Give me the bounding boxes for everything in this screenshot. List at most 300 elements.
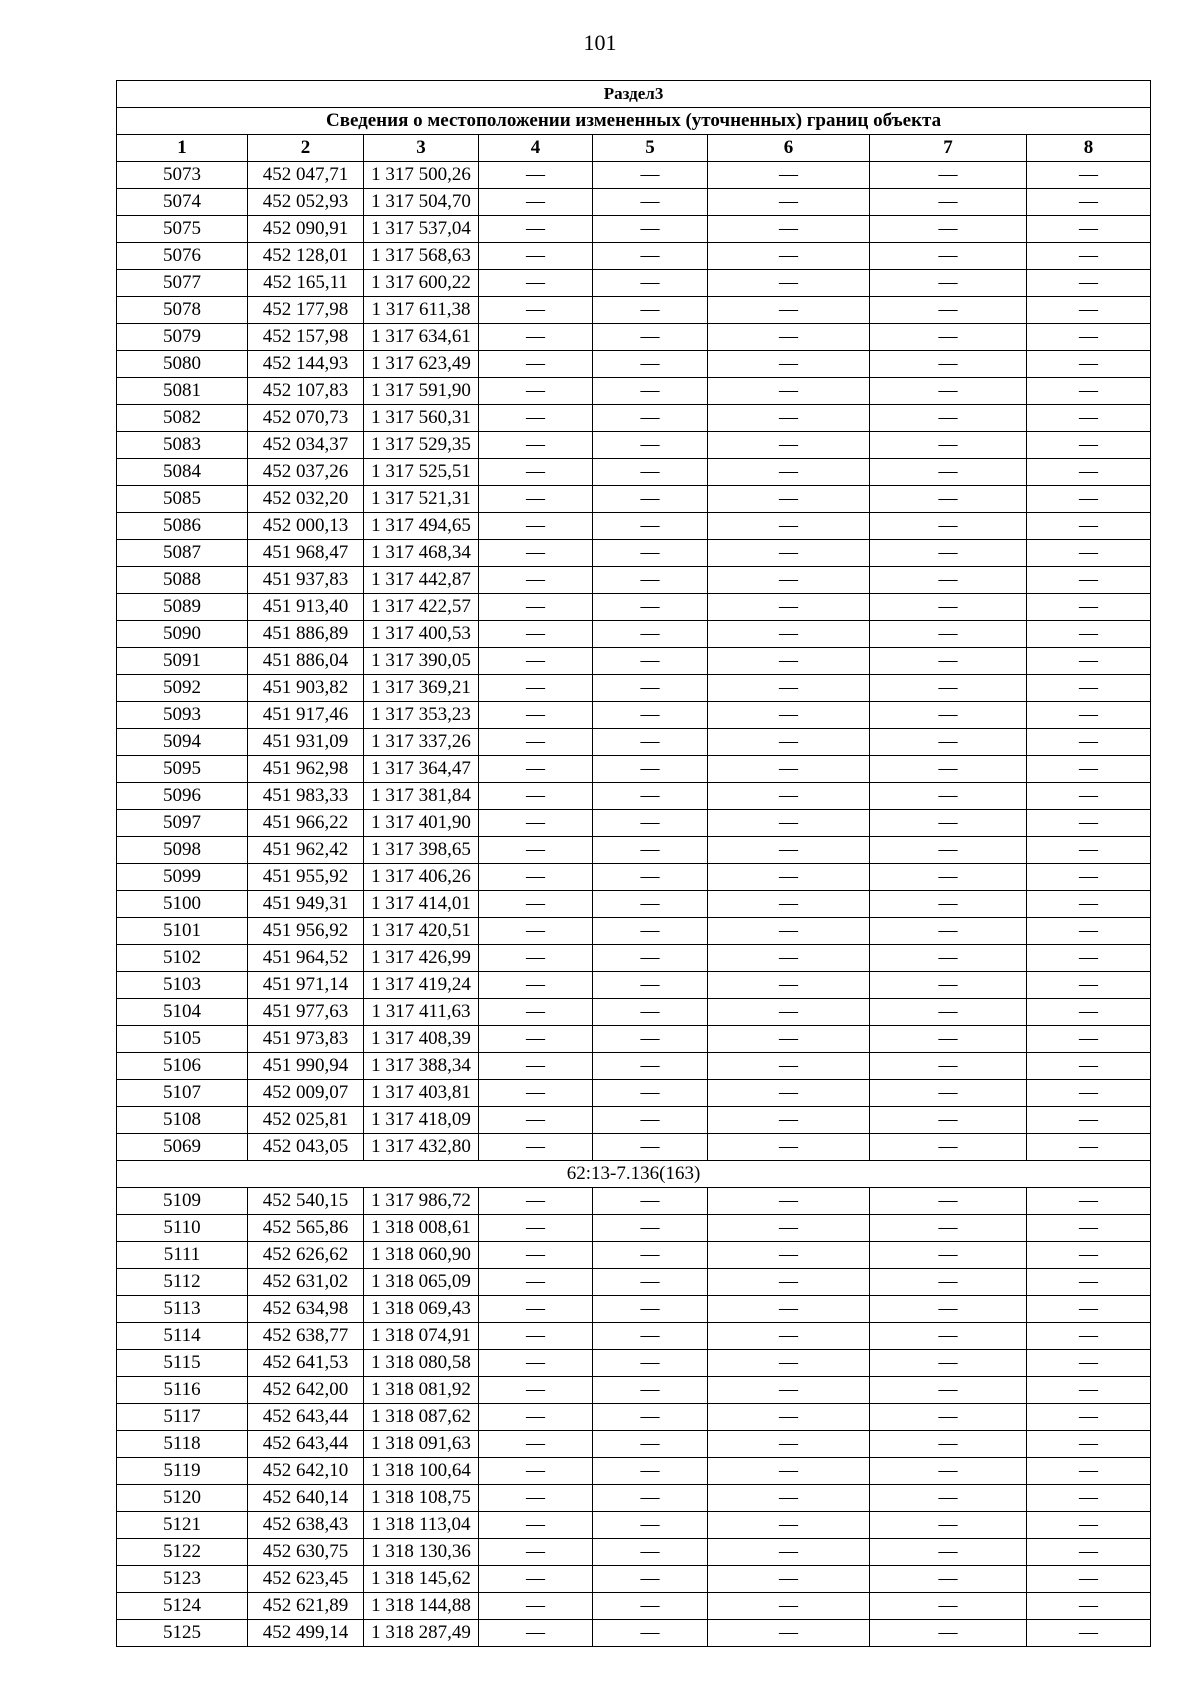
x-coordinate-cell: 452 090,91 [248, 216, 364, 243]
dash-cell: — [479, 621, 593, 648]
y-coordinate-cell: 1 317 388,34 [364, 1053, 479, 1080]
dash-cell: — [870, 729, 1027, 756]
y-coordinate-cell: 1 317 353,23 [364, 702, 479, 729]
dash-cell: — [708, 1539, 870, 1566]
dash-cell: — [708, 999, 870, 1026]
dash-cell: — [593, 1188, 708, 1215]
dash-cell: — [593, 1134, 708, 1161]
point-number-cell: 5074 [117, 189, 248, 216]
y-coordinate-cell: 1 317 418,09 [364, 1107, 479, 1134]
y-coordinate-cell: 1 317 494,65 [364, 513, 479, 540]
x-coordinate-cell: 451 937,83 [248, 567, 364, 594]
table-row [117, 243, 1151, 270]
point-number-cell: 5081 [117, 378, 248, 405]
dash-cell: — [708, 1026, 870, 1053]
table-row [117, 972, 1151, 999]
dash-cell: — [479, 162, 593, 189]
dash-cell: — [1027, 1296, 1151, 1323]
dash-cell: — [593, 1512, 708, 1539]
x-coordinate-cell: 451 971,14 [248, 972, 364, 999]
y-coordinate-cell: 1 317 408,39 [364, 1026, 479, 1053]
dash-cell: — [708, 1404, 870, 1431]
dash-cell: — [870, 1107, 1027, 1134]
dash-cell: — [1027, 972, 1151, 999]
dash-cell: — [1027, 162, 1151, 189]
dash-cell: — [479, 918, 593, 945]
dash-cell: — [1027, 1026, 1151, 1053]
table-row [117, 864, 1151, 891]
y-coordinate-cell: 1 317 432,80 [364, 1134, 479, 1161]
dash-cell: — [479, 1350, 593, 1377]
dash-cell: — [479, 216, 593, 243]
x-coordinate-cell: 451 990,94 [248, 1053, 364, 1080]
dash-cell: — [708, 1431, 870, 1458]
x-coordinate-cell: 452 630,75 [248, 1539, 364, 1566]
table-row [117, 1026, 1151, 1053]
dash-cell: — [708, 1350, 870, 1377]
dash-cell: — [870, 1026, 1027, 1053]
point-number-cell: 5099 [117, 864, 248, 891]
dash-cell: — [1027, 1215, 1151, 1242]
dash-cell: — [708, 729, 870, 756]
dash-cell: — [708, 1458, 870, 1485]
column-header: 2 [248, 135, 364, 162]
dash-cell: — [708, 675, 870, 702]
dash-cell: — [870, 1350, 1027, 1377]
point-number-cell: 5084 [117, 459, 248, 486]
x-coordinate-cell: 452 540,15 [248, 1188, 364, 1215]
dash-cell: — [479, 1107, 593, 1134]
dash-cell: — [593, 999, 708, 1026]
dash-cell: — [708, 702, 870, 729]
dash-cell: — [593, 621, 708, 648]
x-coordinate-cell: 451 886,89 [248, 621, 364, 648]
point-number-cell: 5112 [117, 1269, 248, 1296]
dash-cell: — [479, 1431, 593, 1458]
table-row [117, 459, 1151, 486]
x-coordinate-cell: 452 640,14 [248, 1485, 364, 1512]
dash-cell: — [593, 1485, 708, 1512]
x-coordinate-cell: 452 047,71 [248, 162, 364, 189]
dash-cell: — [870, 1620, 1027, 1647]
dash-cell: — [479, 378, 593, 405]
table-row [117, 729, 1151, 756]
column-header: 4 [479, 135, 593, 162]
y-coordinate-cell: 1 317 426,99 [364, 945, 479, 972]
dash-cell: — [593, 945, 708, 972]
dash-cell: — [1027, 351, 1151, 378]
dash-cell: — [1027, 1485, 1151, 1512]
dash-cell: — [870, 999, 1027, 1026]
dash-cell: — [708, 648, 870, 675]
point-number-cell: 5096 [117, 783, 248, 810]
table-row [117, 216, 1151, 243]
point-number-cell: 5094 [117, 729, 248, 756]
dash-cell: — [479, 1269, 593, 1296]
x-coordinate-cell: 452 631,02 [248, 1269, 364, 1296]
x-coordinate-cell: 452 643,44 [248, 1431, 364, 1458]
dash-cell: — [708, 1593, 870, 1620]
point-number-cell: 5109 [117, 1188, 248, 1215]
dash-cell: — [708, 1485, 870, 1512]
table-row [117, 1485, 1151, 1512]
y-coordinate-cell: 1 318 087,62 [364, 1404, 479, 1431]
x-coordinate-cell: 451 903,82 [248, 675, 364, 702]
dash-cell: — [708, 1053, 870, 1080]
x-coordinate-cell: 451 973,83 [248, 1026, 364, 1053]
point-number-cell: 5104 [117, 999, 248, 1026]
parcel-number-label: 62:13-7.136(163) [117, 1161, 1151, 1188]
point-number-cell: 5085 [117, 486, 248, 513]
table-row [117, 1080, 1151, 1107]
dash-cell: — [1027, 189, 1151, 216]
dash-cell: — [1027, 999, 1151, 1026]
dash-cell: — [479, 810, 593, 837]
dash-cell: — [708, 216, 870, 243]
dash-cell: — [708, 459, 870, 486]
dash-cell: — [870, 1377, 1027, 1404]
dash-cell: — [1027, 1620, 1151, 1647]
table-row [117, 1377, 1151, 1404]
dash-cell: — [870, 972, 1027, 999]
dash-cell: — [870, 243, 1027, 270]
point-number-cell: 5082 [117, 405, 248, 432]
dash-cell: — [870, 1431, 1027, 1458]
dash-cell: — [479, 702, 593, 729]
dash-cell: — [1027, 297, 1151, 324]
x-coordinate-cell: 452 641,53 [248, 1350, 364, 1377]
point-number-cell: 5093 [117, 702, 248, 729]
dash-cell: — [708, 189, 870, 216]
dash-cell: — [593, 648, 708, 675]
point-number-cell: 5103 [117, 972, 248, 999]
table-row [117, 1431, 1151, 1458]
table-row [117, 999, 1151, 1026]
table-row [117, 648, 1151, 675]
table-row [117, 783, 1151, 810]
point-number-cell: 5122 [117, 1539, 248, 1566]
x-coordinate-cell: 451 964,52 [248, 945, 364, 972]
x-coordinate-cell: 451 962,42 [248, 837, 364, 864]
x-coordinate-cell: 452 626,62 [248, 1242, 364, 1269]
dash-cell: — [593, 864, 708, 891]
dash-cell: — [1027, 1107, 1151, 1134]
point-number-cell: 5110 [117, 1215, 248, 1242]
dash-cell: — [708, 243, 870, 270]
y-coordinate-cell: 1 317 611,38 [364, 297, 479, 324]
dash-cell: — [1027, 1269, 1151, 1296]
dash-cell: — [870, 1188, 1027, 1215]
dash-cell: — [479, 837, 593, 864]
dash-cell: — [593, 540, 708, 567]
point-number-cell: 5087 [117, 540, 248, 567]
y-coordinate-cell: 1 317 525,51 [364, 459, 479, 486]
dash-cell: — [479, 864, 593, 891]
table-row [117, 1593, 1151, 1620]
point-number-cell: 5117 [117, 1404, 248, 1431]
dash-cell: — [479, 648, 593, 675]
dash-cell: — [479, 675, 593, 702]
x-coordinate-cell: 452 043,05 [248, 1134, 364, 1161]
point-number-cell: 5102 [117, 945, 248, 972]
point-number-cell: 5119 [117, 1458, 248, 1485]
x-coordinate-cell: 452 070,73 [248, 405, 364, 432]
dash-cell: — [593, 270, 708, 297]
column-header: 5 [593, 135, 708, 162]
y-coordinate-cell: 1 317 521,31 [364, 486, 479, 513]
x-coordinate-cell: 452 000,13 [248, 513, 364, 540]
dash-cell: — [708, 1242, 870, 1269]
y-coordinate-cell: 1 317 500,26 [364, 162, 479, 189]
dash-cell: — [708, 513, 870, 540]
dash-cell: — [870, 864, 1027, 891]
dash-cell: — [708, 1377, 870, 1404]
table-row [117, 1458, 1151, 1485]
dash-cell: — [1027, 513, 1151, 540]
y-coordinate-cell: 1 318 065,09 [364, 1269, 479, 1296]
point-number-cell: 5083 [117, 432, 248, 459]
table-row [117, 1215, 1151, 1242]
dash-cell: — [593, 567, 708, 594]
dash-cell: — [708, 837, 870, 864]
dash-cell: — [479, 243, 593, 270]
y-coordinate-cell: 1 317 442,87 [364, 567, 479, 594]
y-coordinate-cell: 1 318 069,43 [364, 1296, 479, 1323]
dash-cell: — [593, 1350, 708, 1377]
dash-cell: — [708, 1566, 870, 1593]
dash-cell: — [870, 351, 1027, 378]
table-row [117, 837, 1151, 864]
dash-cell: — [593, 783, 708, 810]
y-coordinate-cell: 1 318 081,92 [364, 1377, 479, 1404]
table-title: Сведения о местоположении измененных (уточненных) границ объекта [117, 108, 1151, 135]
page-number: 101 [583, 30, 617, 55]
dash-cell: — [593, 1080, 708, 1107]
dash-cell: — [870, 189, 1027, 216]
table-row [117, 1350, 1151, 1377]
dash-cell: — [870, 756, 1027, 783]
y-coordinate-cell: 1 317 634,61 [364, 324, 479, 351]
table-row [117, 1296, 1151, 1323]
dash-cell: — [479, 1323, 593, 1350]
dash-cell: — [708, 324, 870, 351]
y-coordinate-cell: 1 317 468,34 [364, 540, 479, 567]
dash-cell: — [593, 1404, 708, 1431]
dash-cell: — [708, 1323, 870, 1350]
table-row [117, 513, 1151, 540]
point-number-cell: 5105 [117, 1026, 248, 1053]
y-coordinate-cell: 1 317 986,72 [364, 1188, 479, 1215]
x-coordinate-cell: 452 642,00 [248, 1377, 364, 1404]
dash-cell: — [708, 594, 870, 621]
y-coordinate-cell: 1 317 537,04 [364, 216, 479, 243]
dash-cell: — [708, 1134, 870, 1161]
table-row [117, 1053, 1151, 1080]
y-coordinate-cell: 1 318 145,62 [364, 1566, 479, 1593]
dash-cell: — [708, 1269, 870, 1296]
dash-cell: — [593, 513, 708, 540]
table-row [117, 1404, 1151, 1431]
dash-cell: — [593, 675, 708, 702]
table-row [117, 1566, 1151, 1593]
dash-cell: — [1027, 1323, 1151, 1350]
x-coordinate-cell: 451 962,98 [248, 756, 364, 783]
table-row [117, 1269, 1151, 1296]
dash-cell: — [593, 378, 708, 405]
table-row [117, 351, 1151, 378]
dash-cell: — [870, 702, 1027, 729]
dash-cell: — [870, 1053, 1027, 1080]
point-number-cell: 5078 [117, 297, 248, 324]
dash-cell: — [870, 945, 1027, 972]
dash-cell: — [593, 702, 708, 729]
point-number-cell: 5069 [117, 1134, 248, 1161]
dash-cell: — [479, 1188, 593, 1215]
dash-cell: — [593, 756, 708, 783]
x-coordinate-cell: 452 165,11 [248, 270, 364, 297]
dash-cell: — [1027, 432, 1151, 459]
point-number-cell: 5123 [117, 1566, 248, 1593]
dash-cell: — [870, 1566, 1027, 1593]
dash-cell: — [593, 189, 708, 216]
x-coordinate-cell: 452 144,93 [248, 351, 364, 378]
y-coordinate-cell: 1 318 074,91 [364, 1323, 479, 1350]
point-number-cell: 5097 [117, 810, 248, 837]
dash-cell: — [593, 837, 708, 864]
y-coordinate-cell: 1 318 130,36 [364, 1539, 479, 1566]
dash-cell: — [479, 432, 593, 459]
dash-cell: — [479, 486, 593, 513]
dash-cell: — [708, 1620, 870, 1647]
column-header: 7 [870, 135, 1027, 162]
x-coordinate-cell: 452 157,98 [248, 324, 364, 351]
table-row [117, 810, 1151, 837]
x-coordinate-cell: 451 886,04 [248, 648, 364, 675]
dash-cell: — [593, 1296, 708, 1323]
dash-cell: — [479, 729, 593, 756]
dash-cell: — [870, 486, 1027, 513]
point-number-cell: 5088 [117, 567, 248, 594]
y-coordinate-cell: 1 318 091,63 [364, 1431, 479, 1458]
y-coordinate-cell: 1 317 529,35 [364, 432, 479, 459]
dash-cell: — [708, 297, 870, 324]
dash-cell: — [593, 216, 708, 243]
dash-cell: — [708, 1188, 870, 1215]
dash-cell: — [708, 1080, 870, 1107]
dash-cell: — [870, 270, 1027, 297]
table-row [117, 945, 1151, 972]
dash-cell: — [870, 1215, 1027, 1242]
dash-cell: — [593, 1377, 708, 1404]
dash-cell: — [870, 405, 1027, 432]
dash-cell: — [708, 810, 870, 837]
dash-cell: — [593, 297, 708, 324]
dash-cell: — [708, 432, 870, 459]
table-row [117, 1323, 1151, 1350]
dash-cell: — [479, 567, 593, 594]
dash-cell: — [708, 270, 870, 297]
dash-cell: — [1027, 486, 1151, 513]
dash-cell: — [593, 1323, 708, 1350]
dash-cell: — [593, 1107, 708, 1134]
table-row [117, 297, 1151, 324]
dash-cell: — [593, 1269, 708, 1296]
y-coordinate-cell: 1 318 080,58 [364, 1350, 479, 1377]
dash-cell: — [870, 162, 1027, 189]
table-row [117, 756, 1151, 783]
dash-cell: — [1027, 1134, 1151, 1161]
point-number-cell: 5098 [117, 837, 248, 864]
dash-cell: — [708, 918, 870, 945]
dash-cell: — [708, 621, 870, 648]
dash-cell: — [708, 1215, 870, 1242]
dash-cell: — [708, 567, 870, 594]
point-number-cell: 5115 [117, 1350, 248, 1377]
dash-cell: — [708, 972, 870, 999]
dash-cell: — [593, 1215, 708, 1242]
dash-cell: — [870, 783, 1027, 810]
dash-cell: — [479, 756, 593, 783]
dash-cell: — [479, 1593, 593, 1620]
dash-cell: — [479, 1539, 593, 1566]
column-header: 1 [117, 135, 248, 162]
x-coordinate-cell: 452 565,86 [248, 1215, 364, 1242]
table-row [117, 891, 1151, 918]
column-header: 8 [1027, 135, 1151, 162]
y-coordinate-cell: 1 317 420,51 [364, 918, 479, 945]
boundary-coordinates-table [116, 80, 1151, 1647]
y-coordinate-cell: 1 318 113,04 [364, 1512, 479, 1539]
dash-cell: — [593, 1431, 708, 1458]
x-coordinate-cell: 452 037,26 [248, 459, 364, 486]
table-row [117, 1512, 1151, 1539]
dash-cell: — [1027, 216, 1151, 243]
dash-cell: — [593, 1026, 708, 1053]
y-coordinate-cell: 1 317 398,65 [364, 837, 479, 864]
dash-cell: — [479, 1296, 593, 1323]
x-coordinate-cell: 452 052,93 [248, 189, 364, 216]
dash-cell: — [870, 1539, 1027, 1566]
y-coordinate-cell: 1 317 369,21 [364, 675, 479, 702]
y-coordinate-cell: 1 318 008,61 [364, 1215, 479, 1242]
table-row [117, 162, 1151, 189]
x-coordinate-cell: 452 638,77 [248, 1323, 364, 1350]
dash-cell: — [1027, 675, 1151, 702]
dash-cell: — [708, 162, 870, 189]
point-number-cell: 5101 [117, 918, 248, 945]
dash-cell: — [870, 1512, 1027, 1539]
y-coordinate-cell: 1 317 414,01 [364, 891, 479, 918]
dash-cell: — [708, 1296, 870, 1323]
table-row [117, 1242, 1151, 1269]
dash-cell: — [479, 297, 593, 324]
table-row [117, 486, 1151, 513]
dash-cell: — [1027, 1053, 1151, 1080]
dash-cell: — [593, 1593, 708, 1620]
dash-cell: — [479, 513, 593, 540]
dash-cell: — [1027, 243, 1151, 270]
dash-cell: — [1027, 729, 1151, 756]
x-coordinate-cell: 452 009,07 [248, 1080, 364, 1107]
dash-cell: — [1027, 1458, 1151, 1485]
dash-cell: — [1027, 540, 1151, 567]
y-coordinate-cell: 1 317 381,84 [364, 783, 479, 810]
dash-cell: — [1027, 1593, 1151, 1620]
point-number-cell: 5086 [117, 513, 248, 540]
point-number-cell: 5116 [117, 1377, 248, 1404]
dash-cell: — [870, 1485, 1027, 1512]
table-row [117, 432, 1151, 459]
